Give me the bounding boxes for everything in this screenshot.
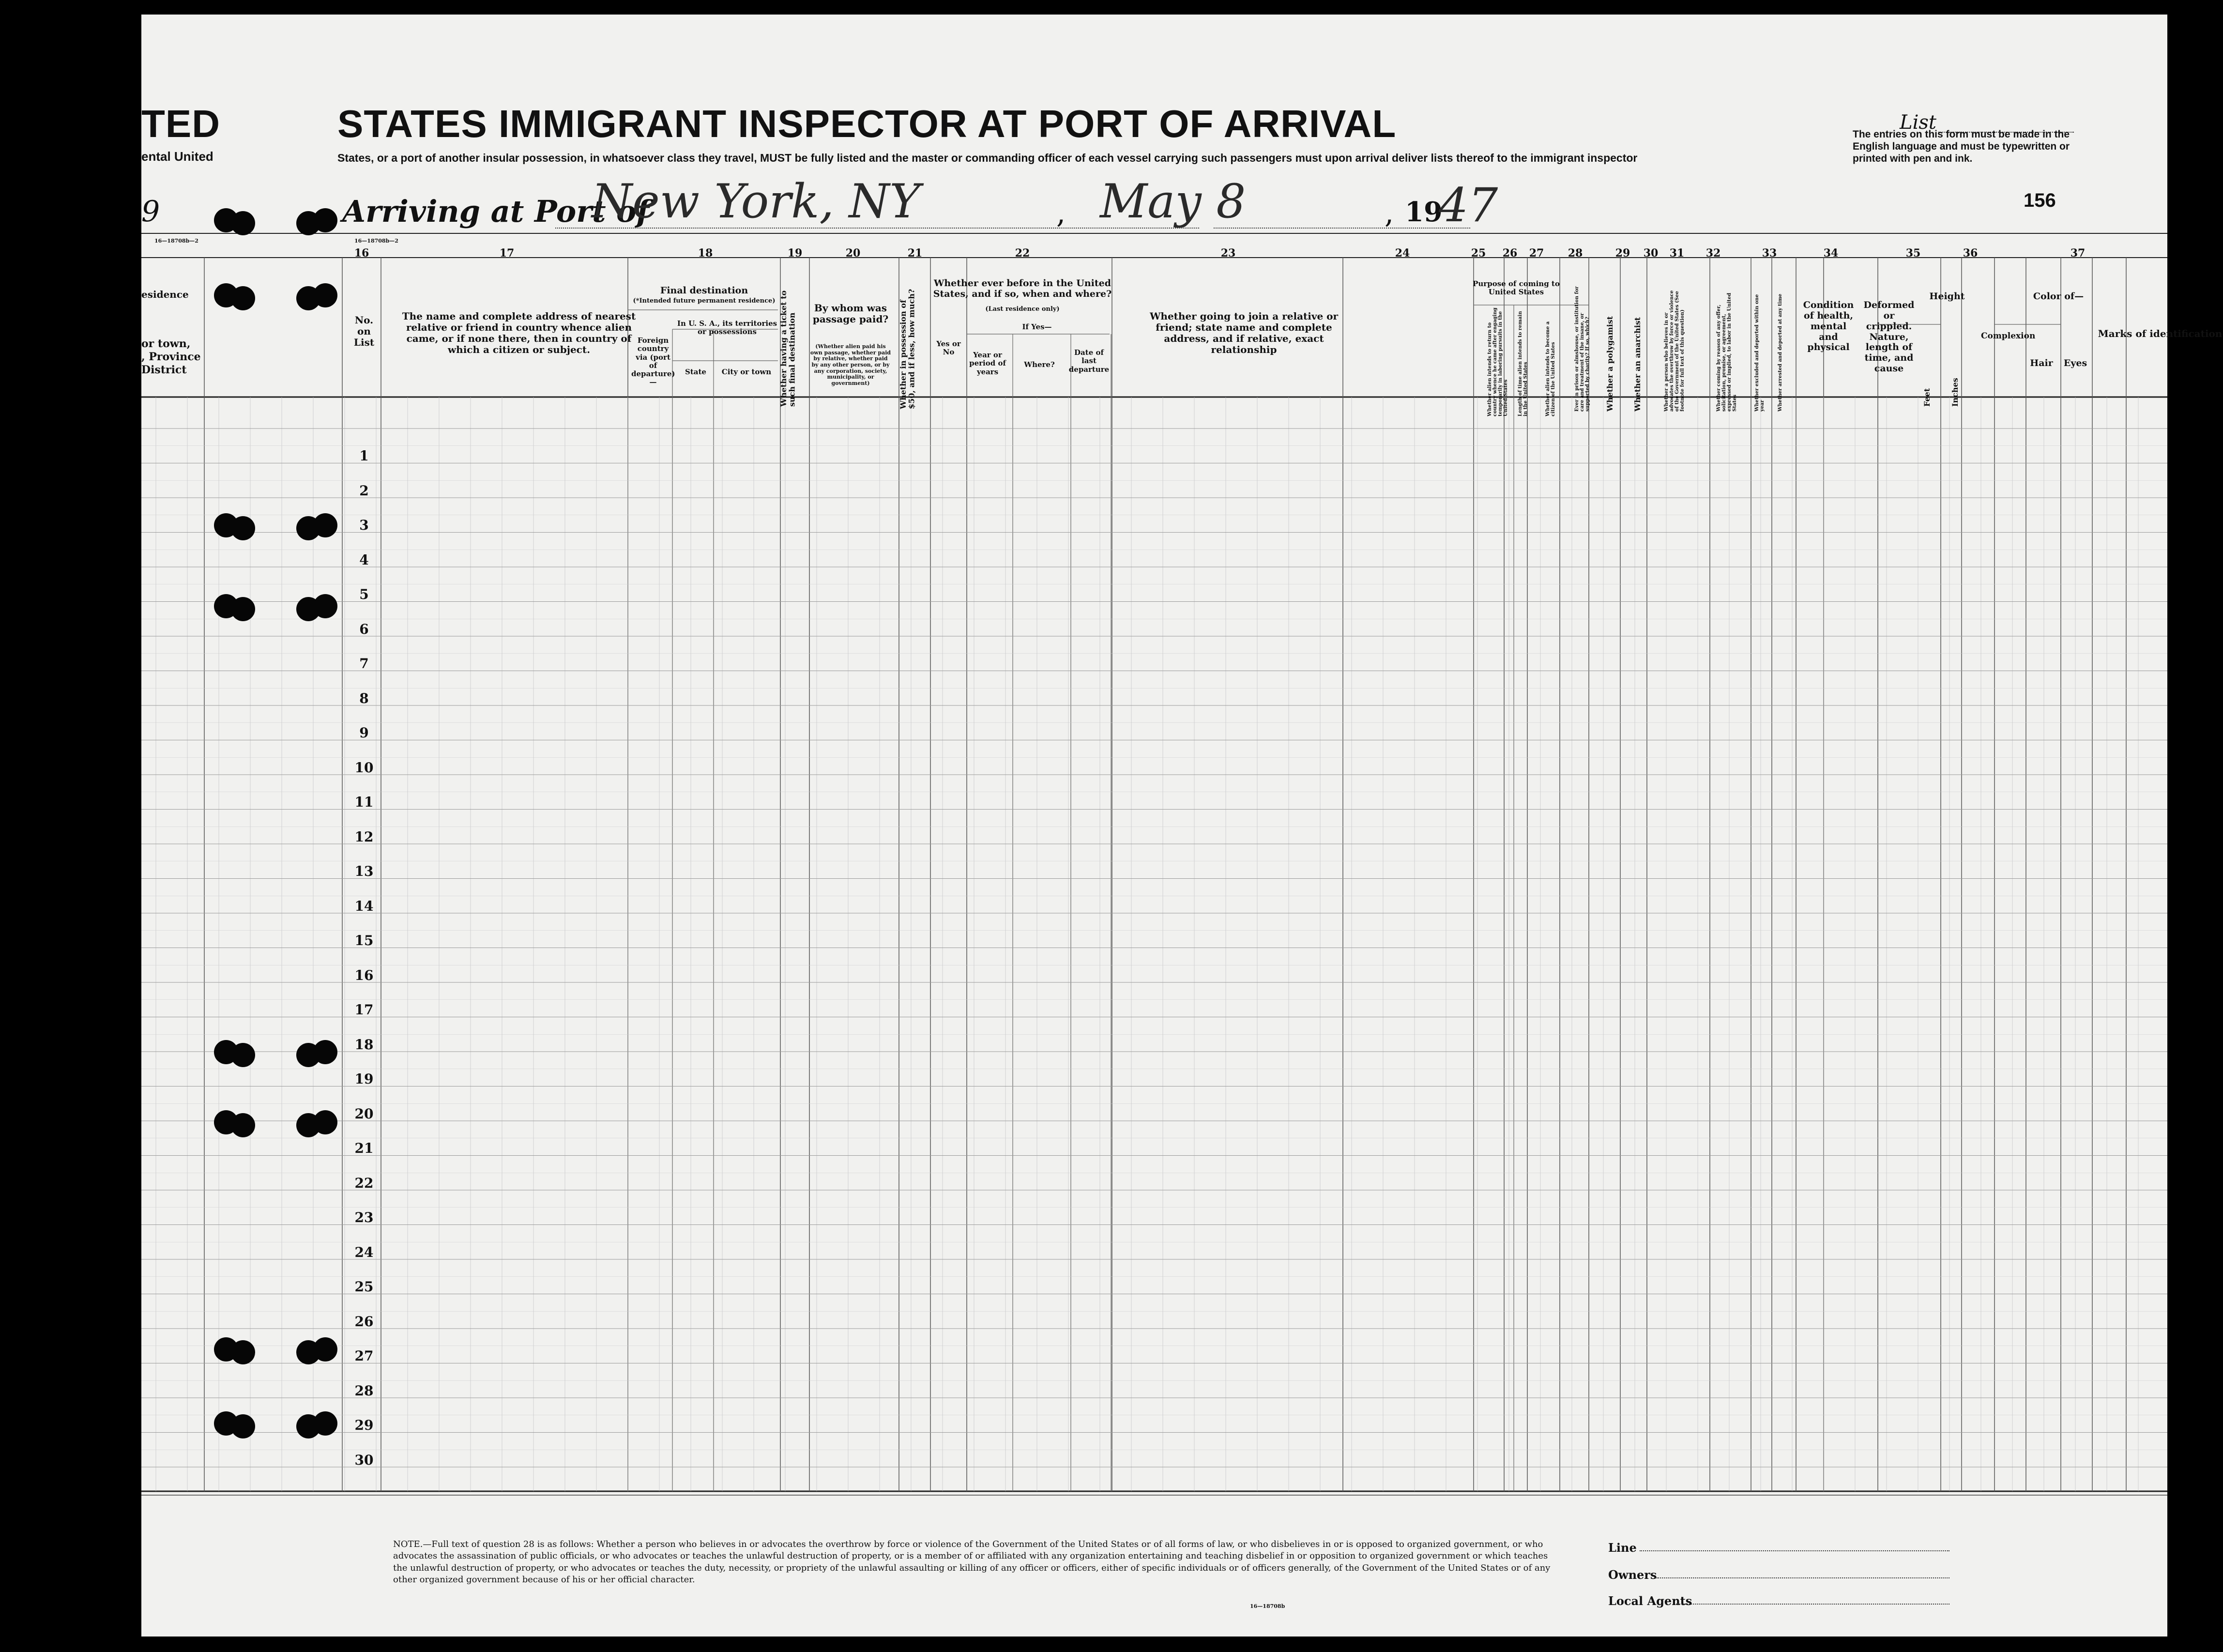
column-number: 20	[845, 247, 861, 260]
punch-hole	[231, 286, 255, 310]
column-number: 32	[1705, 247, 1721, 260]
column-number: 26	[1502, 247, 1518, 260]
header-overthrow: Whether a person who believes in or advocates the overthrow by force or violence of the Government of the United States (See footnote for full text of this question)	[1664, 290, 1685, 412]
header-city: City or town	[721, 367, 772, 376]
column-number: 36	[1963, 247, 1978, 260]
header-purpose: Purpose of coming to United States	[1473, 279, 1560, 297]
column-number: 16	[354, 247, 369, 260]
punch-hole	[313, 1337, 337, 1361]
year-handwritten: 47	[1439, 178, 1498, 232]
row-number: 2	[359, 482, 369, 499]
row-number: 26	[354, 1313, 374, 1330]
column-number: 34	[1823, 247, 1839, 260]
header-final-destination: Final destination	[660, 285, 748, 296]
fragment-town: or town,	[141, 337, 191, 350]
row-number: 22	[354, 1175, 374, 1191]
punch-hole	[231, 211, 255, 235]
column-number: 30	[1643, 247, 1659, 260]
list-label: List	[1900, 111, 1936, 134]
header-feet: Feet	[1922, 388, 1932, 407]
punch-hole	[313, 283, 337, 307]
form-grid	[141, 15, 2167, 1637]
column-number: 29	[1615, 247, 1630, 260]
punch-hole	[313, 208, 337, 232]
row-number: 12	[354, 828, 374, 845]
footnote	[393, 1539, 1565, 1586]
row-number: 28	[354, 1382, 374, 1399]
agents-label: Local Agents	[1608, 1594, 1692, 1608]
header-anarchist: Whether an anarchist	[1633, 317, 1642, 412]
header-passage-paid: By whom was passage paid?	[812, 302, 889, 325]
form-code-left: 16—18708b—2	[154, 238, 198, 244]
row-number: 11	[354, 794, 374, 810]
header-final-destination-sub: (*Intended future permanent residence)	[633, 297, 776, 305]
header-arrested: Whether arrested and deported at any time	[1778, 293, 1783, 412]
header-no-on-list: No. on List	[353, 314, 375, 348]
arriving-label: Arriving at Port of	[342, 194, 650, 229]
header-in-usa: In U. S. A., its territories or possessions	[677, 319, 777, 337]
row-number: 17	[354, 1002, 374, 1018]
row-number: 9	[359, 725, 369, 741]
column-number: 21	[907, 247, 923, 260]
header-deformed: Deformed or crippled. Nature, length of time, and cause	[1863, 300, 1915, 374]
header-yes-no: Yes or No	[936, 339, 961, 357]
header-where: Where?	[1024, 360, 1055, 369]
column-number: 35	[1905, 247, 1921, 260]
row-number: 1	[359, 448, 369, 464]
column-number: 33	[1762, 247, 1777, 260]
header-purpose-return: Whether alien intends to return to country whence he came after engaging temporarily in laboring pursuits in the United States	[1487, 307, 1508, 416]
row-number: 18	[354, 1036, 374, 1053]
manifest-page	[141, 15, 2223, 1637]
row-number: 4	[359, 551, 369, 568]
header-join-relative: Whether going to join a relative or friend; state name and complete address, and if relative, exact relationship	[1149, 310, 1339, 355]
entries-note: The entries on this form must be made in the English language and must be typewritten or printed with pen and ink.	[1853, 129, 2070, 165]
punch-hole	[231, 1414, 255, 1438]
port-handwritten: New York, NY	[592, 174, 920, 229]
row-number: 7	[359, 656, 369, 672]
form-code: 16—18708b—2	[354, 238, 398, 244]
header-eyes: Eyes	[2063, 358, 2087, 368]
header-foreign-country: Foreign country via (port of departure)—	[631, 336, 675, 387]
column-number: 37	[2070, 247, 2086, 260]
header-color-of: Color of—	[2033, 291, 2084, 302]
row-number: 21	[354, 1140, 374, 1156]
header-nearest-relative: The name and complete address of nearest relative or friend in country whence alien came, or if none there, then in country of which a citizen or subject.	[402, 310, 636, 355]
column-number: 18	[698, 247, 713, 260]
row-number: 8	[359, 690, 369, 706]
row-number: 20	[354, 1105, 374, 1122]
header-ticket: Whether having a ticket to such final destination	[779, 290, 797, 407]
column-number: 24	[1395, 247, 1410, 260]
column-number: 28	[1568, 247, 1583, 260]
year-printed: 19	[1405, 196, 1443, 228]
header-last-departure: Date of last departure	[1068, 348, 1110, 374]
header-passage-note: (Whether alien paid his own passage, whether paid by relative, whether paid by any other person, or by any corporation, society, municipality, or government)	[810, 343, 891, 386]
fragment-district: District	[141, 364, 187, 376]
column-number: 22	[1015, 247, 1030, 260]
punch-hole	[313, 1040, 337, 1064]
page-title: STATES IMMIGRANT INSPECTOR AT PORT OF ARRIVAL	[337, 102, 1397, 145]
row-number: 23	[354, 1209, 374, 1225]
header-purpose-length: Length of time alien intends to remain in the United States	[1518, 311, 1528, 416]
row-number: 6	[359, 621, 369, 637]
fragment-residence: esidence	[141, 289, 189, 300]
page-number: 156	[2024, 190, 2056, 211]
date-handwritten: May 8	[1100, 174, 1246, 229]
footnote-text: NOTE.—Full text of question 28 is as follows: Whether a person who believes in or advocates the overthrow by force or violence of the Government of the United States or of all forms of law, or who disbelieves in or is opposed to organized government, or who advocates the assassination of public officials, or who advocates or teaches the unlawful destruction of property, or is a member of or affiliated with any organization entertaining and teaching disbelief in or opposition to organized government or which teaches the unlawful destruction of property, or who advocates or teaches the duty, necessity, or propriety of the unlawful assaulting or killing of any officer or officers, either of specific individuals or of officers generally, of the Government of the United States or of any other organized government because of his or her official character.	[393, 1539, 1551, 1585]
column-number: 23	[1220, 247, 1236, 260]
punch-hole	[313, 513, 337, 537]
punch-hole	[313, 1411, 337, 1436]
row-number: 10	[354, 759, 374, 776]
punch-hole	[313, 1110, 337, 1134]
header-labor-offer: Whether coming by reason of any offer, solicitation, promise, or agreement, expressed or implied, to labor in the United States	[1716, 292, 1737, 412]
agents-field	[1676, 1604, 1949, 1605]
row-number: 24	[354, 1244, 374, 1260]
column-number: 19	[787, 247, 803, 260]
punch-hole	[231, 1340, 255, 1364]
column-number: 31	[1669, 247, 1685, 260]
header-hair: Hair	[2030, 358, 2053, 368]
punch-hole	[231, 1043, 255, 1067]
row-number: 5	[359, 586, 369, 602]
title-fragment: TED	[141, 102, 220, 145]
header-ever-before: Whether ever before in the United States, and if so, when and where?	[933, 278, 1112, 299]
footer-form-code: 16—18708b	[1250, 1603, 1285, 1609]
punch-hole	[313, 594, 337, 618]
header-complexion: Complexion	[1981, 331, 2036, 341]
punch-hole	[231, 516, 255, 540]
column-number: 25	[1471, 247, 1486, 260]
row-number: 27	[354, 1348, 374, 1364]
row-number: 25	[354, 1279, 374, 1295]
row-number: 13	[354, 863, 374, 879]
row-number: 16	[354, 967, 374, 983]
column-number: 17	[499, 247, 515, 260]
owners-label: Owners	[1608, 1568, 1657, 1582]
left-fragment-num: 9	[141, 195, 160, 229]
row-number: 29	[354, 1417, 374, 1433]
header-if-yes: If Yes—	[1022, 322, 1052, 331]
header-year-period: Year or period of years	[969, 351, 1006, 376]
row-number: 14	[354, 898, 374, 914]
subtitle: States, or a port of another insular possession, in whatsoever class they travel, MUST be fully listed and the master or commanding officer of each vessel carrying such passengers must upon arrival deliver lists thereof to the immigrant inspector	[337, 152, 1638, 164]
header-last-residence: (Last residence only)	[985, 306, 1060, 313]
line-field	[1640, 1550, 1949, 1551]
row-number: 3	[359, 517, 369, 533]
header-excluded: Whether excluded and deported within one year	[1754, 294, 1765, 412]
header-prison: Ever in prison or almshouse, or institution for care and treatment of the insane, or supported by charity? If so, which?	[1574, 286, 1590, 412]
left-fragment-line: ental United	[141, 149, 213, 164]
comma-mark-2: ,	[1385, 196, 1394, 230]
punch-hole	[231, 1113, 255, 1137]
comma-mark: ,	[1056, 196, 1066, 230]
row-number: 30	[354, 1452, 374, 1468]
row-number: 19	[354, 1071, 374, 1087]
header-purpose-citizen: Whether alien intends to become a citizen of the United States	[1545, 321, 1556, 416]
header-fifty-dollars: Whether in possession of $50, and if less, how much?	[898, 289, 916, 409]
fragment-province: , Province	[141, 351, 201, 363]
header-inches: Inches	[1950, 378, 1960, 407]
header-height: Height	[1929, 291, 1965, 302]
line-label: Line	[1608, 1541, 1637, 1555]
punch-hole	[231, 597, 255, 621]
row-number: 15	[354, 933, 374, 948]
header-health: Condition of health, mental and physical	[1803, 300, 1854, 353]
column-number: 27	[1529, 247, 1544, 260]
header-state: State	[685, 367, 706, 376]
header-polygamist: Whether a polygamist	[1605, 316, 1614, 412]
header-marks: Marks of identification	[2098, 328, 2223, 339]
owners-field	[1657, 1577, 1949, 1578]
